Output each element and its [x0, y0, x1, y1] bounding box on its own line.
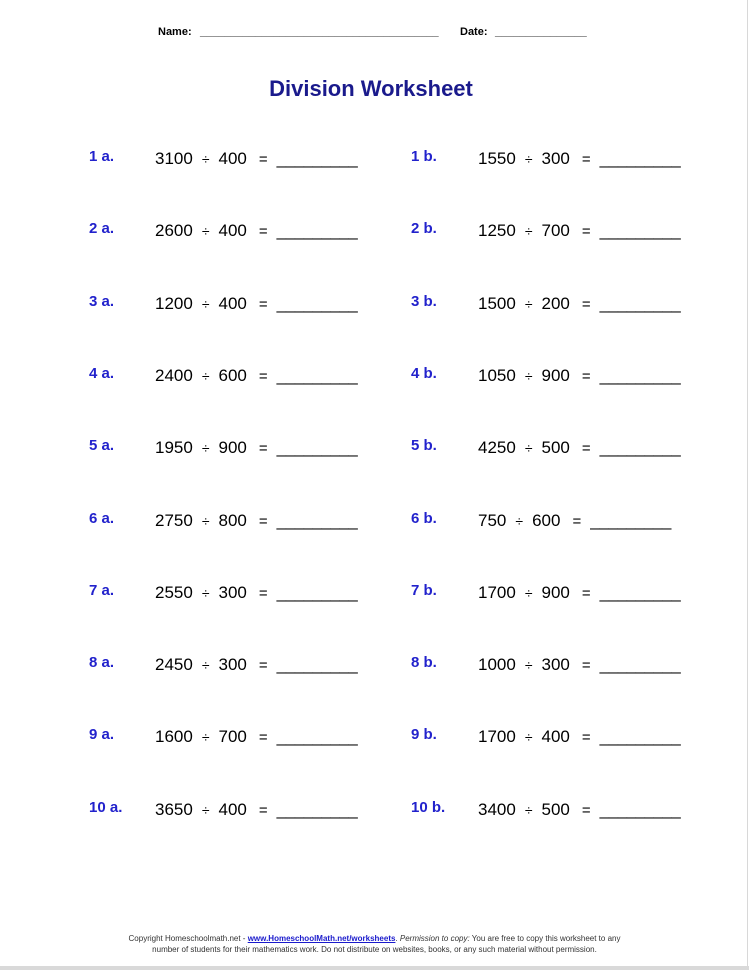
equals-sign: = [581, 367, 591, 385]
answer-blank[interactable]: _________ [276, 221, 358, 241]
problem-label: 8 a. [89, 654, 115, 672]
answer-blank[interactable]: _________ [276, 438, 358, 458]
bottom-strip [0, 966, 749, 970]
after-link: . [395, 934, 400, 943]
equals-sign: = [258, 657, 268, 675]
problem-label: 7 b. [411, 581, 437, 599]
division-expression [478, 294, 680, 314]
problem-1a [89, 148, 419, 172]
divisor: 300 [541, 149, 570, 168]
name-line: _______________________________________ [200, 26, 439, 38]
dividend: 1600 [155, 727, 193, 747]
problem-9a [89, 726, 419, 750]
division-sign: ÷ [201, 801, 210, 818]
division-sign: ÷ [515, 512, 524, 529]
dividend: 1000 [478, 655, 516, 675]
date-line: _______________ [495, 26, 587, 38]
division-expression [155, 149, 357, 169]
answer-blank[interactable]: _________ [599, 293, 681, 313]
problem-label: 6 b. [411, 509, 437, 527]
problem-6b [411, 510, 741, 534]
problem-10b [411, 799, 741, 823]
answer-blank[interactable]: _________ [276, 799, 358, 819]
problem-label: 9 a. [89, 726, 115, 744]
equals-sign: = [258, 440, 268, 458]
equals-sign: = [258, 367, 268, 385]
name-label: Name: [158, 26, 192, 38]
division-sign: ÷ [201, 512, 210, 529]
date-label: Date: [460, 26, 488, 38]
answer-blank[interactable]: _________ [599, 582, 681, 602]
division-sign: ÷ [524, 729, 533, 746]
problem-label: 9 b. [411, 726, 437, 744]
answer-blank[interactable]: _________ [599, 727, 681, 747]
dividend: 1200 [155, 293, 193, 313]
division-sign: ÷ [201, 223, 210, 240]
divisor: 600 [218, 365, 247, 385]
division-sign: ÷ [524, 151, 533, 167]
division-expression [155, 727, 357, 747]
divisor: 500 [541, 438, 570, 458]
problem-label: 1 a. [89, 148, 115, 165]
footer [0, 933, 749, 955]
footer-line-2: number of students for their mathematics work. Do not distribute on websites, books, or any such material without permission. [152, 945, 597, 954]
divisor: 300 [218, 655, 247, 675]
answer-blank[interactable]: _________ [276, 293, 358, 313]
dividend: 3100 [155, 149, 193, 168]
dividend: 4250 [478, 438, 516, 458]
equals-sign: = [258, 151, 268, 168]
problem-label: 8 b. [411, 654, 437, 672]
dividend: 2600 [155, 221, 193, 241]
problem-5a [89, 437, 419, 461]
division-sign: ÷ [524, 223, 533, 240]
problem-8a [89, 654, 419, 678]
problem-9b [411, 726, 741, 750]
problem-7a [89, 582, 419, 606]
division-expression [478, 366, 680, 386]
division-expression [155, 655, 357, 675]
footer-line-1 [0, 933, 749, 944]
problem-label: 1 b. [411, 148, 437, 165]
division-expression [155, 221, 357, 241]
divisor: 300 [541, 655, 570, 675]
division-sign: ÷ [201, 584, 210, 601]
problem-4b [411, 365, 741, 389]
problem-label: 5 a. [89, 437, 115, 455]
equals-sign: = [581, 801, 591, 819]
divisor: 400 [541, 727, 570, 747]
problem-label: 6 a. [89, 509, 115, 527]
divisor: 900 [218, 438, 247, 458]
division-expression [155, 800, 357, 820]
problem-label: 2 a. [89, 220, 115, 238]
answer-blank[interactable]: _________ [590, 510, 671, 530]
answer-blank[interactable]: _________ [276, 582, 358, 602]
division-expression [155, 583, 357, 603]
answer-blank[interactable]: _________ [276, 655, 358, 675]
divisor: 900 [541, 365, 570, 385]
permission-label: Permission to copy: [399, 934, 470, 943]
divisor: 700 [541, 221, 570, 241]
problem-6a [89, 510, 419, 534]
dividend: 2750 [155, 510, 193, 530]
equals-sign: = [581, 584, 591, 602]
answer-blank[interactable]: _________ [276, 727, 358, 747]
dividend: 3650 [155, 799, 193, 819]
equals-sign: = [581, 657, 591, 675]
permission-text: You are free to copy this worksheet to any [469, 934, 621, 943]
division-sign: ÷ [201, 151, 210, 167]
divisor: 700 [218, 727, 247, 747]
problem-label: 3 b. [411, 292, 437, 310]
dividend: 2400 [155, 365, 193, 385]
equals-sign: = [572, 512, 582, 530]
problem-7b [411, 582, 741, 606]
equals-sign: = [258, 512, 268, 530]
division-expression [478, 800, 680, 820]
division-sign: ÷ [201, 729, 210, 746]
divisor: 300 [218, 582, 247, 602]
divisor: 200 [541, 293, 570, 313]
division-sign: ÷ [201, 295, 210, 312]
problem-2a [89, 220, 419, 244]
dividend: 3400 [478, 799, 516, 819]
problem-8b [411, 654, 741, 678]
answer-blank[interactable]: _________ [599, 799, 681, 819]
equals-sign: = [258, 295, 268, 313]
equals-sign: = [581, 729, 591, 747]
answer-blank[interactable]: _________ [276, 510, 358, 530]
problem-5b [411, 437, 741, 461]
equals-sign: = [258, 801, 268, 819]
copyright-text: Copyright Homeschoolmath.net - [128, 934, 248, 943]
divisor: 400 [218, 293, 247, 313]
dividend: 1700 [478, 582, 516, 602]
division-sign: ÷ [524, 584, 533, 601]
division-expression [155, 438, 357, 458]
equals-sign: = [581, 223, 591, 241]
divisor: 600 [532, 510, 561, 530]
problem-1b [411, 148, 741, 172]
equals-sign: = [258, 223, 268, 241]
worksheets-link[interactable]: www.HomeschoolMath.net/worksheets [247, 934, 396, 943]
divisor: 400 [218, 799, 247, 819]
division-sign: ÷ [201, 657, 210, 674]
problem-4a [89, 365, 419, 389]
equals-sign: = [581, 151, 591, 168]
division-sign: ÷ [524, 295, 533, 312]
division-expression [478, 149, 680, 169]
answer-blank[interactable]: _________ [276, 149, 358, 168]
dividend: 2450 [155, 655, 193, 675]
divisor: 400 [218, 221, 247, 241]
problem-label: 3 a. [89, 292, 115, 310]
equals-sign: = [581, 440, 591, 458]
problem-label: 7 a. [89, 581, 115, 599]
divisor: 500 [541, 799, 570, 819]
page-title: Division Worksheet [269, 76, 473, 101]
division-expression [478, 655, 680, 675]
answer-blank[interactable]: _________ [599, 149, 681, 168]
divisor: 400 [218, 149, 247, 168]
problem-label: 5 b. [411, 437, 437, 455]
division-sign: ÷ [524, 801, 533, 818]
dividend: 1500 [478, 293, 516, 313]
division-expression [478, 583, 680, 603]
division-expression [478, 221, 680, 241]
equals-sign: = [581, 295, 591, 313]
division-expression [155, 511, 357, 531]
dividend: 1700 [478, 727, 516, 747]
division-sign: ÷ [201, 367, 210, 384]
problem-label: 10 a. [89, 798, 123, 816]
divisor: 800 [218, 510, 247, 530]
problem-2b [411, 220, 741, 244]
division-expression [155, 366, 357, 386]
problem-label: 2 b. [411, 220, 437, 238]
answer-blank[interactable]: _________ [599, 438, 681, 458]
equals-sign: = [258, 584, 268, 602]
dividend: 1050 [478, 365, 516, 385]
answer-blank[interactable]: _________ [599, 221, 681, 241]
answer-blank[interactable]: _________ [276, 365, 358, 385]
division-expression [155, 294, 357, 314]
answer-blank[interactable]: _________ [599, 655, 681, 675]
dividend: 1250 [478, 221, 516, 241]
division-sign: ÷ [524, 440, 533, 457]
division-expression [478, 511, 671, 531]
problem-10a [89, 799, 419, 823]
division-expression [478, 438, 680, 458]
problem-label: 10 b. [411, 798, 446, 816]
problem-label: 4 b. [411, 364, 437, 382]
division-sign: ÷ [201, 440, 210, 457]
divisor: 900 [541, 582, 570, 602]
answer-blank[interactable]: _________ [599, 365, 681, 385]
problem-label: 4 a. [89, 364, 115, 382]
problem-3a [89, 293, 419, 317]
dividend: 1550 [478, 149, 516, 168]
division-expression [478, 727, 680, 747]
dividend: 2550 [155, 582, 193, 602]
division-sign: ÷ [524, 657, 533, 674]
equals-sign: = [258, 729, 268, 747]
dividend: 1950 [155, 438, 193, 458]
division-sign: ÷ [524, 367, 533, 384]
dividend: 750 [478, 510, 507, 530]
problem-3b [411, 293, 741, 317]
